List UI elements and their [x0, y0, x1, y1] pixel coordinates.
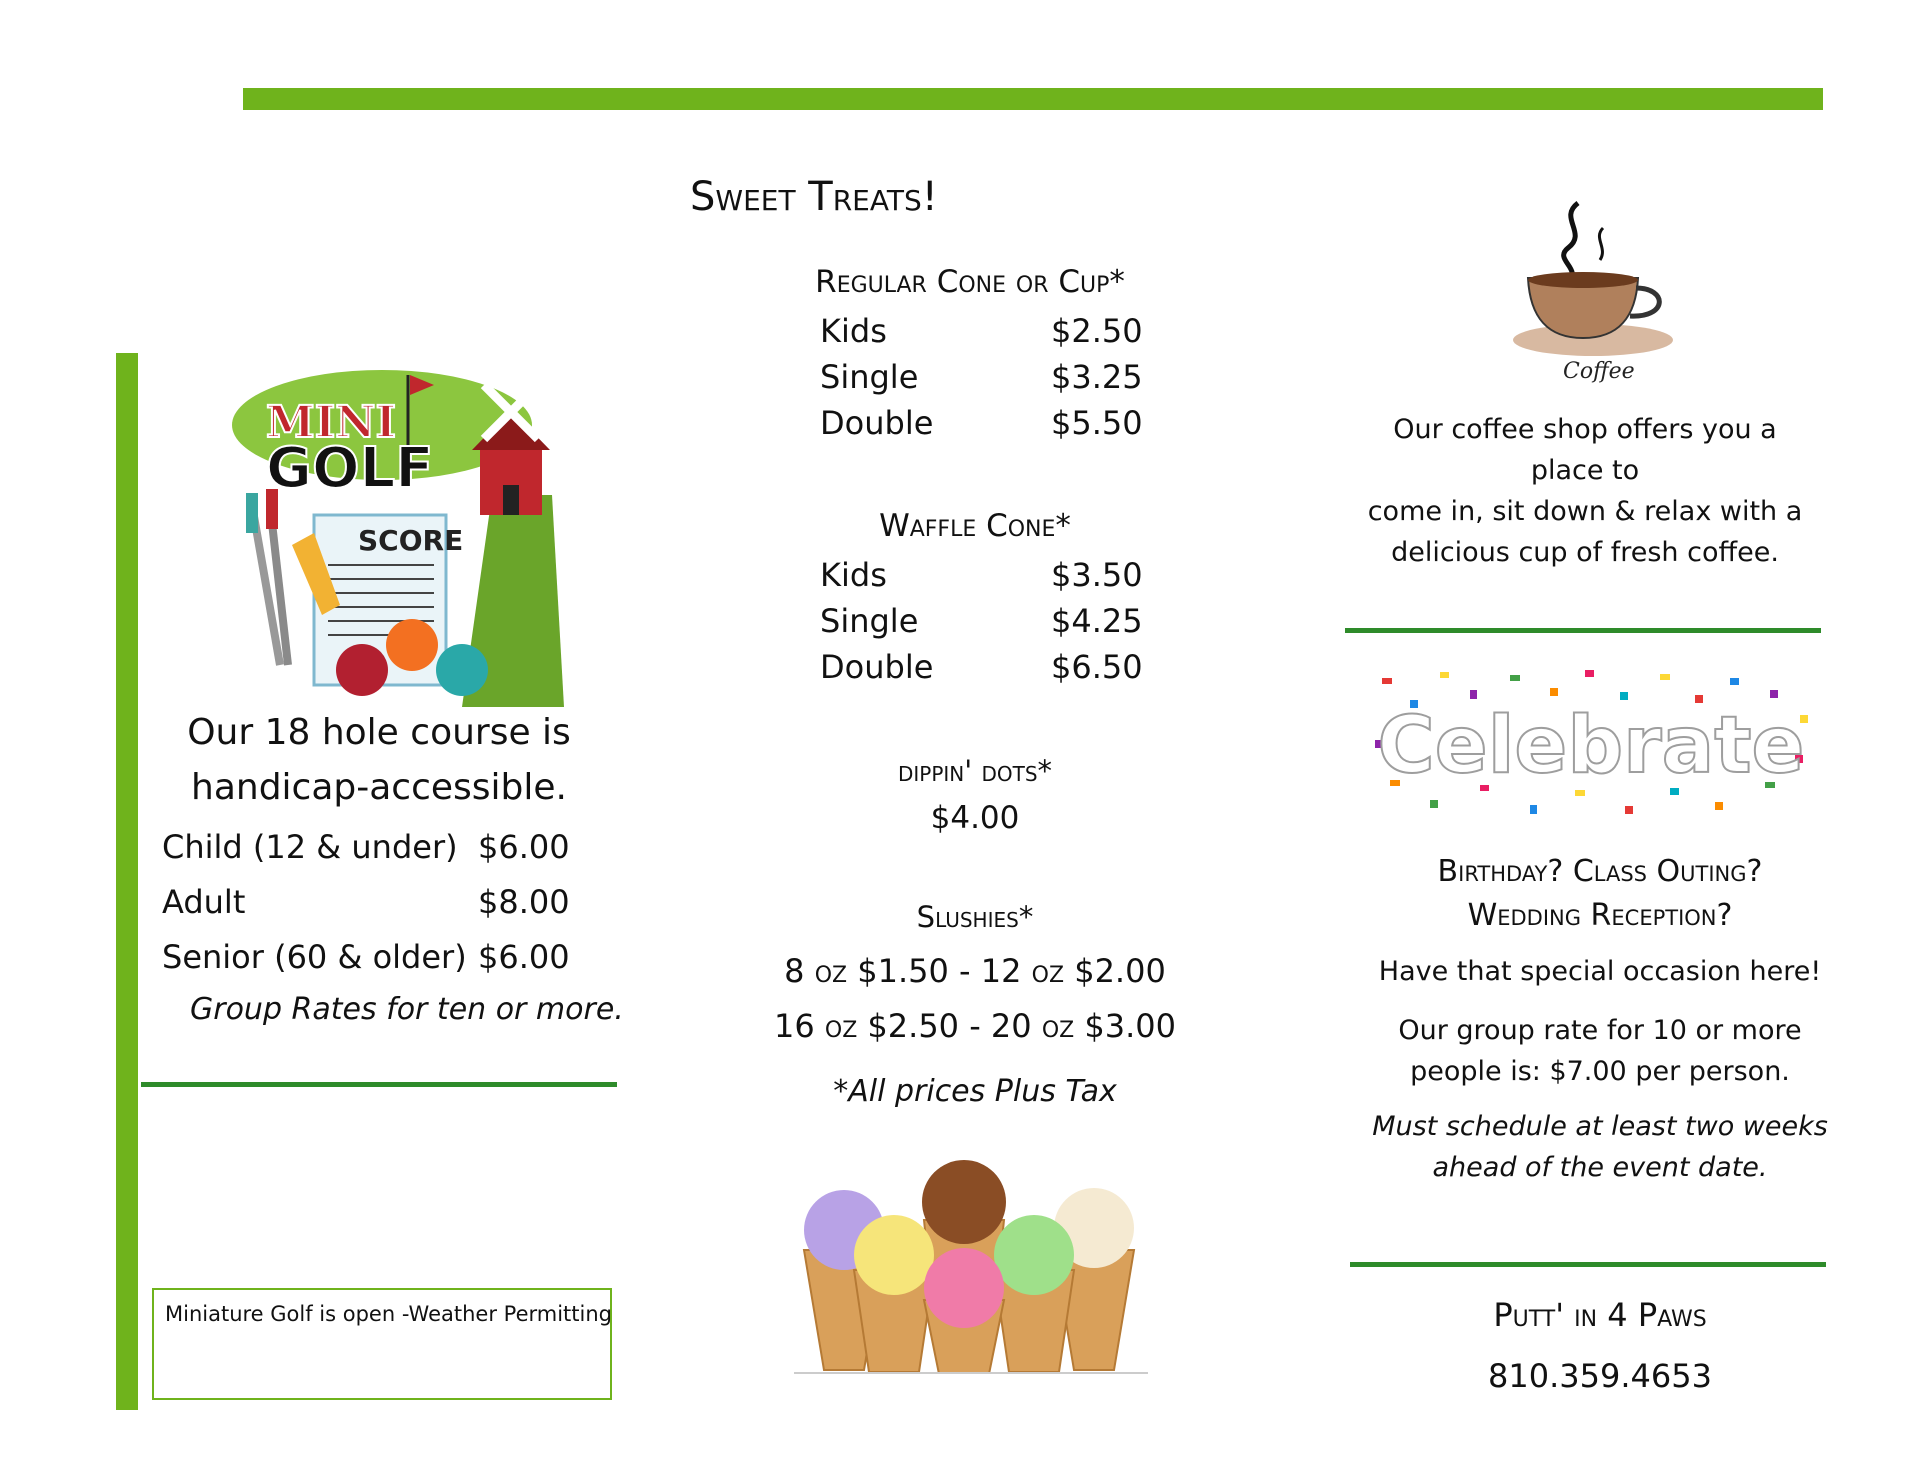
- item-label: Single: [820, 602, 919, 640]
- svg-text:GOLF: GOLF: [266, 436, 434, 501]
- events-heading-line-2: Wedding Reception?: [1467, 898, 1733, 933]
- golf-intro: [140, 705, 618, 815]
- slushies-line-2: 16 oz $2.50 - 20 oz $3.00: [773, 1007, 1176, 1045]
- item-price: $6.50: [1051, 648, 1143, 686]
- item-price: $3.50: [1051, 556, 1143, 594]
- dots-heading: dippin' dots*: [897, 754, 1053, 788]
- svg-text:Coffee: Coffee: [1563, 359, 1635, 384]
- group-rates-note: Group Rates for ten or more.: [190, 992, 624, 1027]
- dots-price: $4.00: [930, 800, 1020, 836]
- weather-note-box: [152, 1288, 612, 1400]
- events-schedule-note-line-1: Must schedule at least two weeks: [1372, 1111, 1828, 1142]
- item-price: $3.25: [1051, 358, 1143, 396]
- golf-intro-line-1: Our 18 hole course is: [187, 712, 571, 753]
- celebrate-banner-image: [1370, 660, 1812, 830]
- regular-heading: Regular Cone or Cup*: [815, 264, 1125, 300]
- coffee-line-3: delicious cup of fresh coffee.: [1391, 537, 1779, 568]
- item-label: Double: [820, 648, 934, 686]
- golf-price-label: Senior (60 & older): [162, 938, 467, 976]
- events-divider: [1350, 1262, 1826, 1267]
- events-schedule-note: [1350, 1106, 1850, 1188]
- item-price: $2.50: [1051, 312, 1143, 350]
- slushies-heading: Slushies*: [916, 900, 1034, 934]
- golf-price-label: Adult: [162, 883, 246, 921]
- events-occasion-text: Have that special occasion here!: [1378, 956, 1822, 987]
- events-heading-line-1: Birthday? Class Outing?: [1437, 854, 1763, 889]
- golf-price-value: $6.00: [478, 828, 570, 866]
- events-group-rate: [1350, 1010, 1850, 1092]
- coffee-cup-image: [1508, 198, 1680, 398]
- golf-intro-line-2: handicap-accessible.: [191, 767, 567, 808]
- golf-price-label: Child (12 & under): [162, 828, 458, 866]
- item-label: Double: [820, 404, 934, 442]
- golf-divider: [141, 1082, 617, 1087]
- coffee-line-1: Our coffee shop offers you a place to: [1393, 414, 1777, 486]
- top-accent-bar: [243, 88, 1823, 110]
- item-label: Kids: [820, 556, 887, 594]
- mini-golf-image: [222, 365, 568, 707]
- svg-text:SCORE: SCORE: [358, 524, 464, 557]
- events-group-rate-line-2: people is: $7.00 per person.: [1410, 1056, 1790, 1087]
- events-heading: [1350, 850, 1850, 938]
- coffee-description: [1355, 409, 1815, 573]
- events-schedule-note-line-2: ahead of the event date.: [1432, 1152, 1768, 1183]
- coffee-divider: [1345, 628, 1821, 633]
- slushies-line-1: 8 oz $1.50 - 12 oz $2.00: [784, 952, 1166, 990]
- weather-note-text: Miniature Golf is open -Weather Permitting: [165, 1302, 612, 1326]
- business-phone: 810.359.4653: [1488, 1357, 1712, 1395]
- waffle-heading: Waffle Cone*: [879, 508, 1071, 544]
- coffee-line-2: come in, sit down & relax with a: [1367, 496, 1803, 527]
- item-label: Kids: [820, 312, 887, 350]
- golf-price-value: $6.00: [478, 938, 570, 976]
- tax-note: *All prices Plus Tax: [833, 1074, 1117, 1109]
- left-accent-bar: [116, 353, 138, 1410]
- item-label: Single: [820, 358, 919, 396]
- ice-cream-image: [794, 1160, 1148, 1374]
- treats-title: Sweet Treats!: [690, 174, 938, 220]
- events-group-rate-line-1: Our group rate for 10 or more: [1398, 1015, 1802, 1046]
- business-name: Putt' in 4 Paws: [1493, 1296, 1707, 1334]
- svg-text:MINI: MINI: [266, 397, 397, 448]
- item-price: $5.50: [1051, 404, 1143, 442]
- svg-text:Celebrate: Celebrate: [1377, 701, 1805, 791]
- golf-price-value: $8.00: [478, 883, 570, 921]
- item-price: $4.25: [1051, 602, 1143, 640]
